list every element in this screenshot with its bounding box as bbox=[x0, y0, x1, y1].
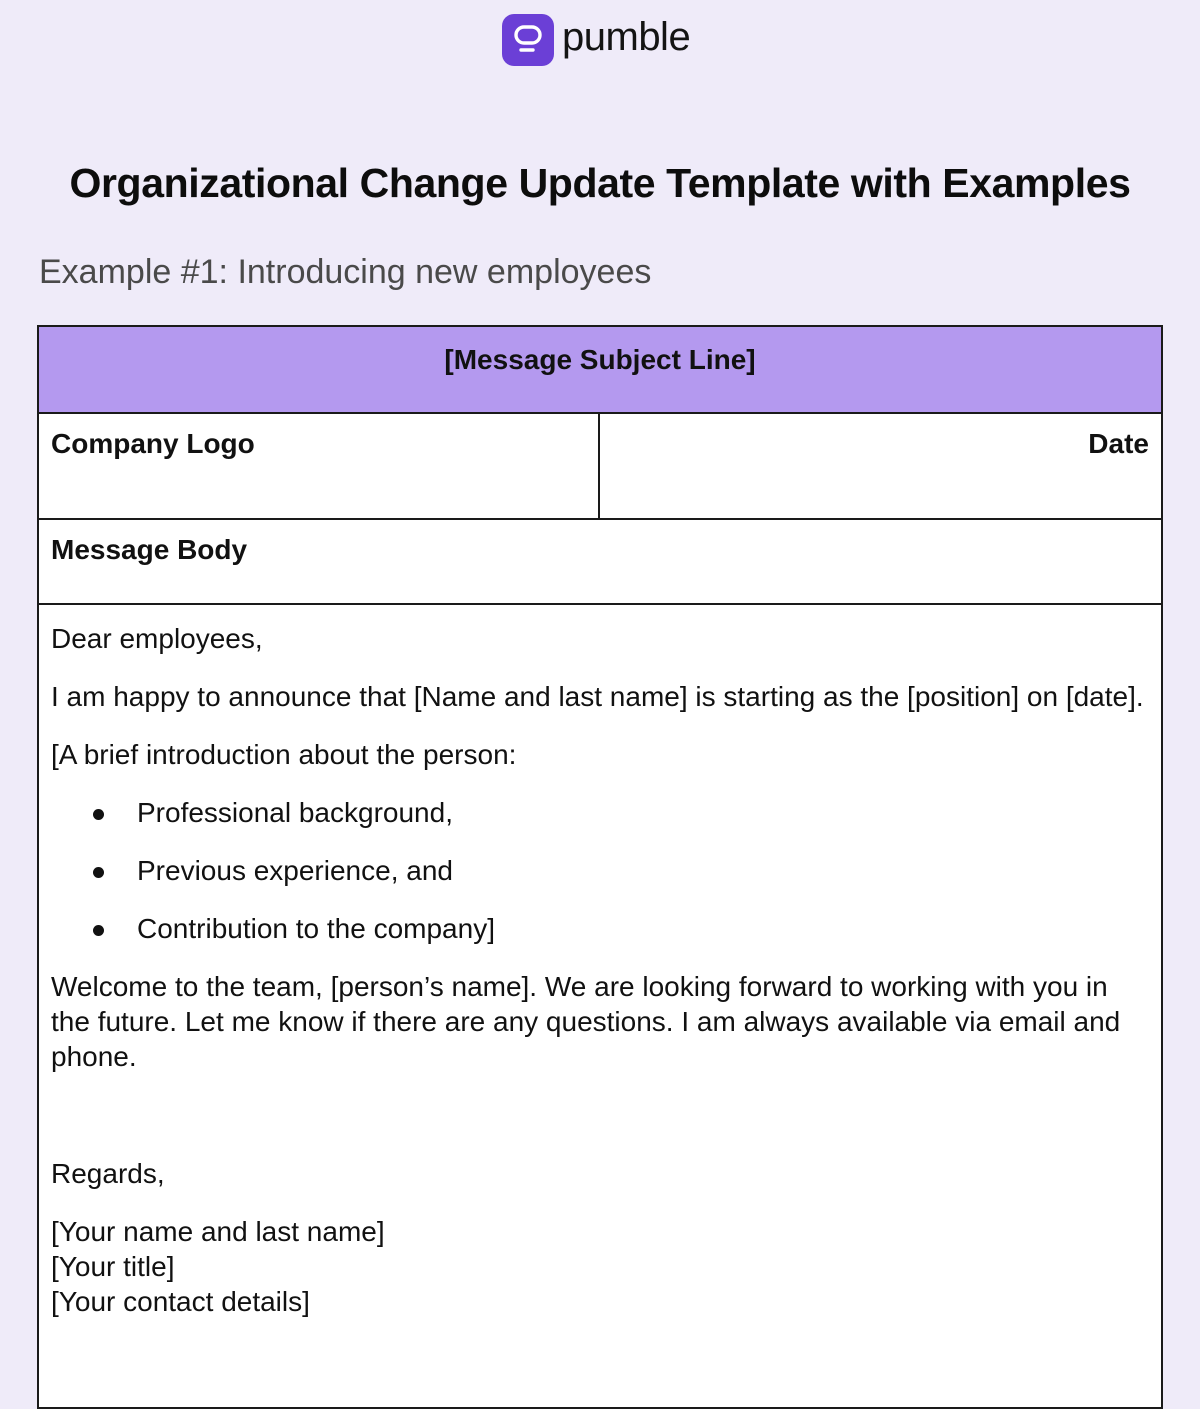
page-title: Organizational Change Update Template with Examples bbox=[69, 160, 1131, 206]
bullet-icon bbox=[93, 925, 104, 936]
list-item-text: Previous experience, and bbox=[137, 855, 453, 886]
signature-block bbox=[51, 1214, 1149, 1319]
announcement: I am happy to announce that [Name and last name] is starting as the [position] on [date]. bbox=[51, 681, 1144, 712]
bullet-icon bbox=[93, 809, 104, 820]
example-title: Example #1: Introducing new employees bbox=[39, 253, 652, 291]
signature-contact: [Your contact details] bbox=[51, 1286, 310, 1317]
pumble-logo-icon bbox=[502, 14, 554, 66]
list-item bbox=[137, 853, 1149, 888]
meta-row bbox=[39, 414, 1161, 520]
list-item bbox=[137, 911, 1149, 946]
brand-header bbox=[502, 14, 690, 66]
list-item bbox=[137, 795, 1149, 830]
template-table bbox=[37, 325, 1163, 1409]
bullet-icon bbox=[93, 867, 104, 878]
list-item-text: Professional background, bbox=[137, 797, 453, 828]
intro-lead: [A brief introduction about the person: bbox=[51, 739, 517, 770]
brand-name: pumble bbox=[562, 15, 691, 59]
intro-bullet-list bbox=[51, 795, 1149, 946]
list-item-text: Contribution to the company] bbox=[137, 913, 495, 944]
welcome-paragraph: Welcome to the team, [person’s name]. We are looking forward to working with you in the future. Let me know if there are any questions. I am always available via email and phone. bbox=[51, 971, 1121, 1072]
signature-name: [Your name and last name] bbox=[51, 1216, 385, 1247]
subject-line-cell: [Message Subject Line] bbox=[39, 327, 1161, 414]
closing: Regards, bbox=[51, 1158, 165, 1189]
greeting: Dear employees, bbox=[51, 623, 263, 654]
date-cell: Date bbox=[1088, 428, 1149, 459]
company-logo-cell: Company Logo bbox=[39, 414, 600, 518]
blank-line bbox=[51, 1097, 1149, 1156]
message-body-label: Message Body bbox=[39, 520, 1161, 605]
message-body-content bbox=[39, 605, 1161, 1319]
signature-title: [Your title] bbox=[51, 1251, 175, 1282]
